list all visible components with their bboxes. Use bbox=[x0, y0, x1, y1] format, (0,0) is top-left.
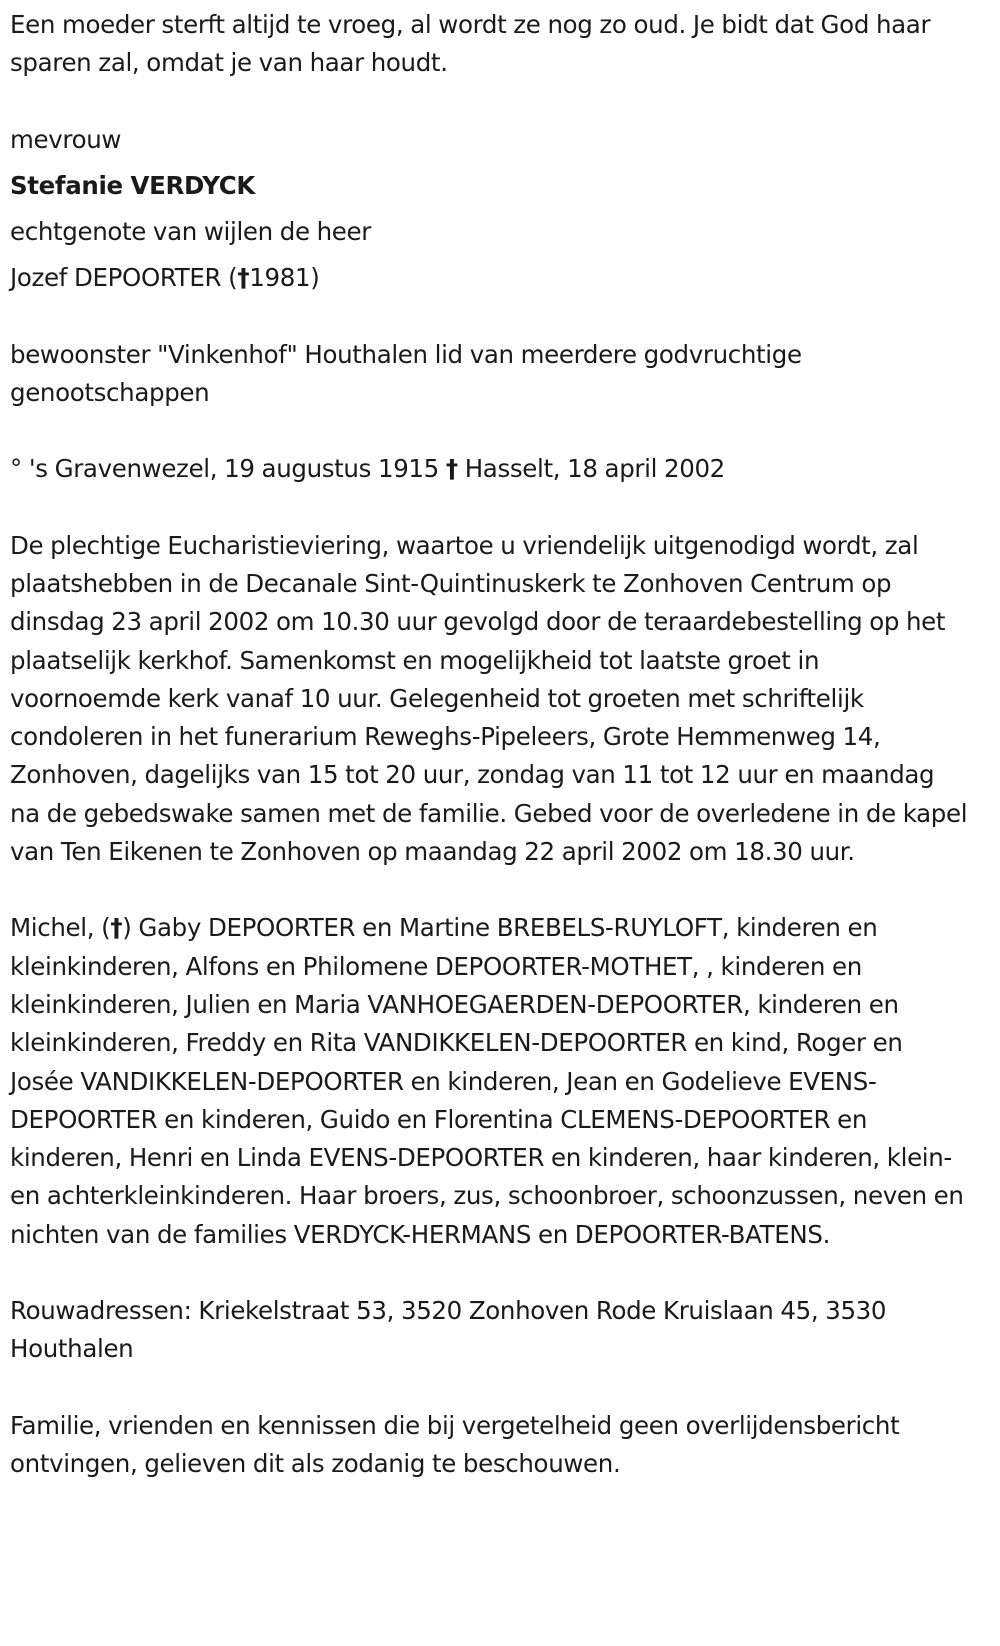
spacer bbox=[10, 1254, 970, 1292]
family-text: ) Gaby DEPOORTER en Martine BREBELS-RUYLOFT, kinderen en kleinkinderen, Alfons en Philomene DEPOORTER-MOTHET, , kinderen en kleinkinderen, Julien en Maria VANHOEGAERDEN-DEPOORTER, kinderen en kleinkinderen, Freddy en Rita VANDIKKELEN-DEPOORTER en kind, Roger en Josée VANDIKKELEN-DEPOORTER en kinderen, Jean en Godelieve EVENS-DEPOORTER en kinderen, Guido en Florentina CLEMENS-DEPOORTER en kinderen, Henri en Linda EVENS-DEPOORTER en kinderen, haar kinderen, klein- en achterkleinkinderen. Haar broers, zus, schoonbroer, schoonzussen, neven en nichten van de families VERDYCK-HERMANS en DEPOORTER-BATENS. bbox=[10, 913, 964, 1249]
deceased-title: mevrouw bbox=[10, 124, 122, 154]
cross-icon: † bbox=[237, 263, 250, 293]
family-list bbox=[10, 909, 970, 1254]
spacer bbox=[10, 489, 970, 527]
spacer bbox=[10, 251, 970, 259]
cross-icon: † bbox=[110, 913, 123, 943]
spacer bbox=[10, 298, 970, 336]
spouse-death-year: 1981) bbox=[249, 263, 320, 293]
cross-icon: † bbox=[445, 454, 458, 484]
birth-info: ° 's Gravenwezel, 19 augustus 1915 bbox=[10, 454, 439, 484]
spacer bbox=[10, 205, 970, 213]
deceased-name: Stefanie VERDYCK bbox=[10, 170, 256, 200]
spacer bbox=[10, 159, 970, 167]
spouse-name: Jozef DEPOORTER ( bbox=[10, 263, 238, 293]
family-prefix: Michel, ( bbox=[10, 913, 111, 943]
spacer bbox=[10, 83, 970, 121]
spacer bbox=[10, 412, 970, 450]
deceased-relation: echtgenote van wijlen de heer bbox=[10, 217, 371, 247]
service-info: De plechtige Eucharistieviering, waartoe u vriendelijk uitgenodigd wordt, zal plaatshebben in de Decanale Sint-Quintinuskerk te Zonhoven Centrum op dinsdag 23 april 2002 om 10.30 uur gevolgd door de teraardebestelling op het plaatselijk kerkhof. Samenkomst en mogelijkheid tot laatste groet in voornoemde kerk vanaf 10 uur. Gelegenheid tot groeten met schriftelijk condoleren in het funerarium Reweghs-Pipeleers, Grote Hemmenweg 14, Zonhoven, dagelijks van 15 tot 20 uur, zondag van 11 tot 12 uur en maandag na de gebedswake samen met de familie. Gebed voor de overledene in de kapel van Ten Eikenen te Zonhoven op maandag 22 april 2002 om 18.30 uur. bbox=[10, 530, 968, 867]
deceased-block bbox=[10, 121, 970, 298]
spouse-line bbox=[10, 259, 970, 297]
spacer bbox=[10, 871, 970, 909]
death-info: Hasselt, 18 april 2002 bbox=[464, 454, 725, 484]
spacer bbox=[10, 1369, 970, 1407]
opening-verse: Een moeder sterft altijd te vroeg, al wordt ze nog zo oud. Je bidt dat God haar sparen zal, omdat je van haar houdt. bbox=[10, 10, 931, 78]
residence-info: bewoonster "Vinkenhof" Houthalen lid van meerdere godvruchtige genootschappen bbox=[10, 339, 802, 408]
closing-note: Familie, vrienden en kennissen die bij vergetelheid geen overlijdensbericht ontvingen, gelieven dit als zodanig te beschouwen. bbox=[10, 1410, 900, 1478]
mourning-addresses: Rouwadressen: Kriekelstraat 53, 3520 Zonhoven Rode Kruislaan 45, 3530 Houthalen bbox=[10, 1296, 887, 1364]
life-dates bbox=[10, 450, 970, 488]
